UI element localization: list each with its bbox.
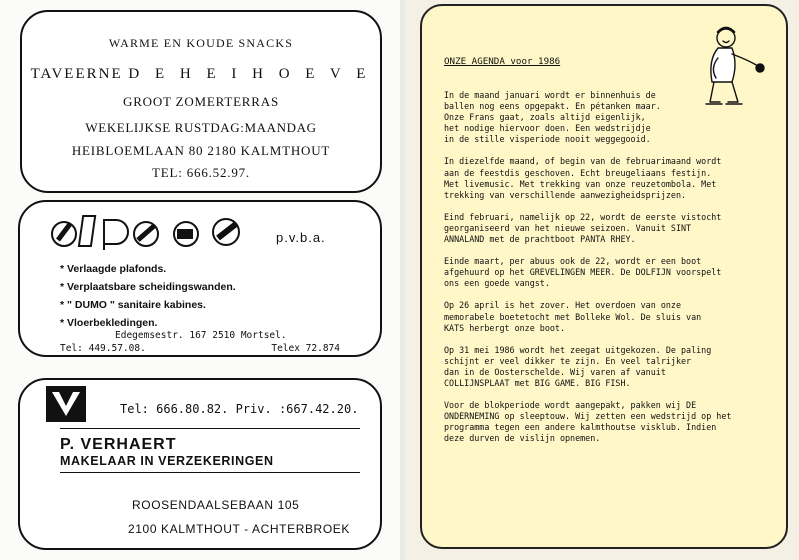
ad-phone: Tel: 449.57.08. (60, 343, 146, 354)
agenda-card (420, 4, 788, 549)
legal-form: p.v.b.a. (276, 230, 326, 245)
ad-terrace: GROOT ZOMERTERRAS (123, 94, 279, 109)
agenda-paragraph: Voor de blokperiode wordt aangepakt, pakken wij DE ONDERNEMING op sleeptouw. Wij zetten een wedstrijd op het programma tegen een andere kalmthoutse visklub. Indien deze durven de vislijn opnemen. (444, 400, 732, 444)
agenda-page (405, 0, 799, 560)
ad-name-prefix: TAVEERNE (30, 66, 123, 82)
agenda-body (444, 90, 780, 455)
agenda-paragraph: Einde maart, per abuus ook de 22, wordt er een boot afgehuurd op het GREVELINGEN MEER. De DOLFIJN voorspelt ons een goede vangst. (444, 256, 722, 289)
agenda-paragraph: In diezelfde maand, of begin van de februarimaand wordt aan de feestdis geschoven. Echt breugeliaans festijn. Met livemusic. Met trekking van onze reuzetombola. Met trekking van verschillende aanwezigheidsprijzen. (444, 156, 722, 200)
verhaert-logo (46, 386, 86, 422)
agenda-paragraph: Op 31 mei 1986 wordt het zeegat uitgekozen. De paling schijnt er veel dikker te zijn. En veel talrijker dan in de Oosterschelde. Wij varen af vanuit COLLIJNSPLAAT met BIG GAME. BIG FISH. (444, 344, 712, 388)
ad-street: ROOSENDAALSEBAAN 105 (132, 498, 300, 512)
list-item: * " DUMO " sanitaire kabines. (60, 299, 206, 311)
ad-tagline: WARME EN KOUDE SNACKS (108, 36, 294, 50)
agenda-title: ONZE AGENDA voor 1986 (444, 56, 561, 67)
ad-phones: Tel: 666.80.82. Priv. :667.42.20. (120, 402, 359, 416)
ad-business-name: P. VERHAERT (60, 436, 177, 453)
ad-name-words: D E H E I H O E V E (128, 66, 372, 82)
services-list (60, 260, 236, 332)
agenda-paragraph: In de maand januari wordt er binnenhuis de ballen nog eens opgepakt. En pétanken maar. Onze Frans gaat, zoals altijd eigenlijk, het nodige hiervoor doen. Een wedstrijdje in de stille visperiode nooit weggegooid. (444, 90, 661, 145)
ad-city: 2100 KALMTHOUT - ACHTERBROEK (128, 522, 350, 536)
ad-business-name (22, 66, 380, 83)
ad-telex: Telex 72.874 (271, 343, 340, 354)
ad-profession: MAKELAAR IN VERZEKERINGEN (60, 454, 274, 468)
agenda-paragraph: Op 26 april is het zover. Het overdoen van onze memorabele boetetocht met Bolleke Wol. De sluis van KATS herbergt onze boot. (444, 300, 702, 333)
agenda-paragraph: Eind februari, namelijk op 22, wordt de eerste vistocht georganiseerd van het nieuwe seizoen. Vanuit SINT ANNALAND met de prachtboot PANTA RHEY. (444, 211, 722, 245)
ad-alpaco (18, 200, 382, 357)
divider (60, 428, 360, 429)
alpaco-logo (48, 210, 258, 250)
ad-phone: TEL: 666.52.97. (152, 165, 250, 180)
ad-verhaert (18, 378, 382, 550)
list-item: * Verlaagde plafonds. (60, 263, 167, 275)
ad-address: HEIBLOEMLAAN 80 2180 KALMTHOUT (71, 143, 331, 158)
ad-address: Edegemsestr. 167 2510 Mortsel. (115, 330, 287, 341)
divider (60, 472, 360, 473)
list-item: * Vloerbekledingen. (60, 317, 158, 329)
ad-taverne-heihoeve (20, 10, 382, 193)
list-item: * Verplaatsbare scheidingswanden. (60, 281, 236, 293)
ad-closing-day: WEKELIJKSE RUSTDAG:MAANDAG (85, 120, 317, 135)
